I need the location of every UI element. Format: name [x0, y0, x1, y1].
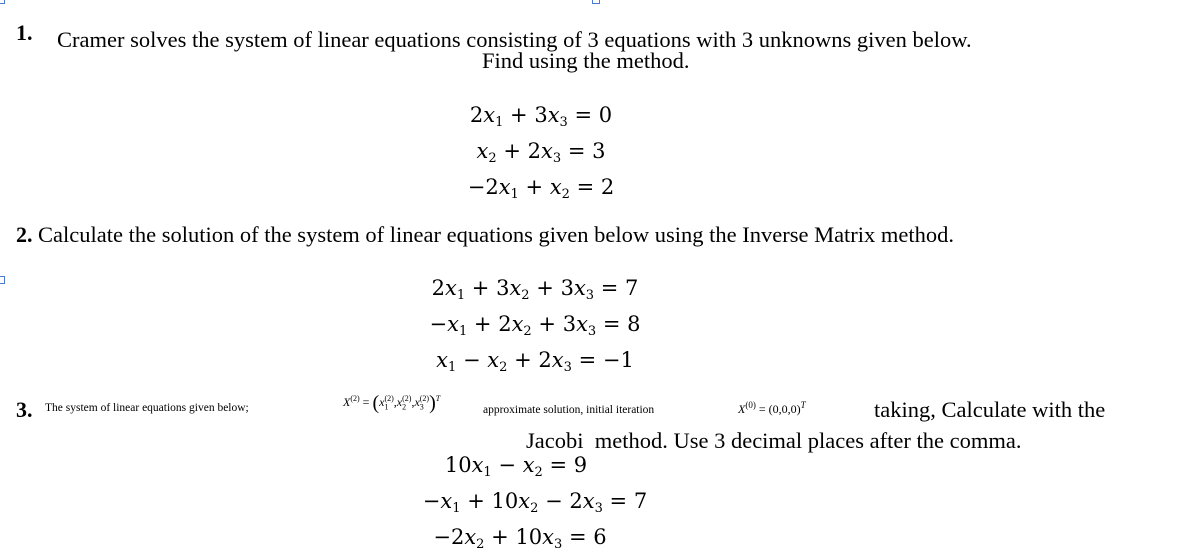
problem-1-number: 1. [16, 20, 33, 45]
problem-3-number: 3. [16, 397, 33, 422]
problem-1-equation-3: $-2x_1 + x_2 = 2$ [467, 175, 615, 202]
problem-3-equation-1: $10x_1 - x_2 = 9$ [444, 453, 588, 480]
problem-3-mid-text: approximate solution, initial iteration [483, 404, 655, 416]
problem-1-text-line1: Cramer solves the system of linear equations consisting of 3 equations with 3 unknowns given below. [57, 27, 972, 52]
problem-3-equation-3: $-2x_2 + 10x_3 = 6$ [433, 525, 607, 552]
problem-2-equation-2: $-x_1 + 2x_2 + 3x_3 = 8$ [429, 312, 641, 339]
problem-3-solution-notation: $X^{(2)} = (x_1^{(2)},x_2^{(2)},x_3^{(2)})^T$ [343, 392, 441, 414]
problem-3-equations [410, 451, 660, 559]
problem-1-equations [436, 101, 646, 209]
problem-3-initial-iteration: $X^{(0)} = (0,0,0)^T$ [738, 400, 806, 416]
problem-3-equation-2: $-x_1 + 10x_2 - 2x_3 = 7$ [422, 489, 648, 516]
problem-2-text: Calculate the solution of the system of linear equations given below using the Inverse Matrix method. [38, 222, 955, 247]
problem-2-equation-1: $2x_1 + 3x_2 + 3x_3 = 7$ [431, 276, 639, 303]
corner-marker-top-center [592, 0, 600, 4]
problem-3-intro: The system of linear equations given below; [45, 402, 249, 414]
problem-2-number: 2. [16, 222, 33, 247]
problem-1-equation-2: $x_2 + 2x_3 = 3$ [476, 139, 606, 166]
problem-3-text-line2: Jacobi method. Use 3 decimal places after the comma. [526, 428, 1022, 453]
problem-2-equations [405, 274, 665, 382]
problem-1-equation-1: $2x_1 + 3x_3 = 0$ [469, 103, 613, 130]
problem-3-tail-text: taking, Calculate with the [874, 397, 1106, 422]
corner-marker-top-left [0, 0, 5, 4]
problem-1-text-line2: Find using the method. [482, 48, 690, 73]
corner-marker-left [0, 276, 5, 284]
problem-2-equation-3: $x_1 - x_2 + 2x_3 = -1$ [436, 348, 634, 375]
